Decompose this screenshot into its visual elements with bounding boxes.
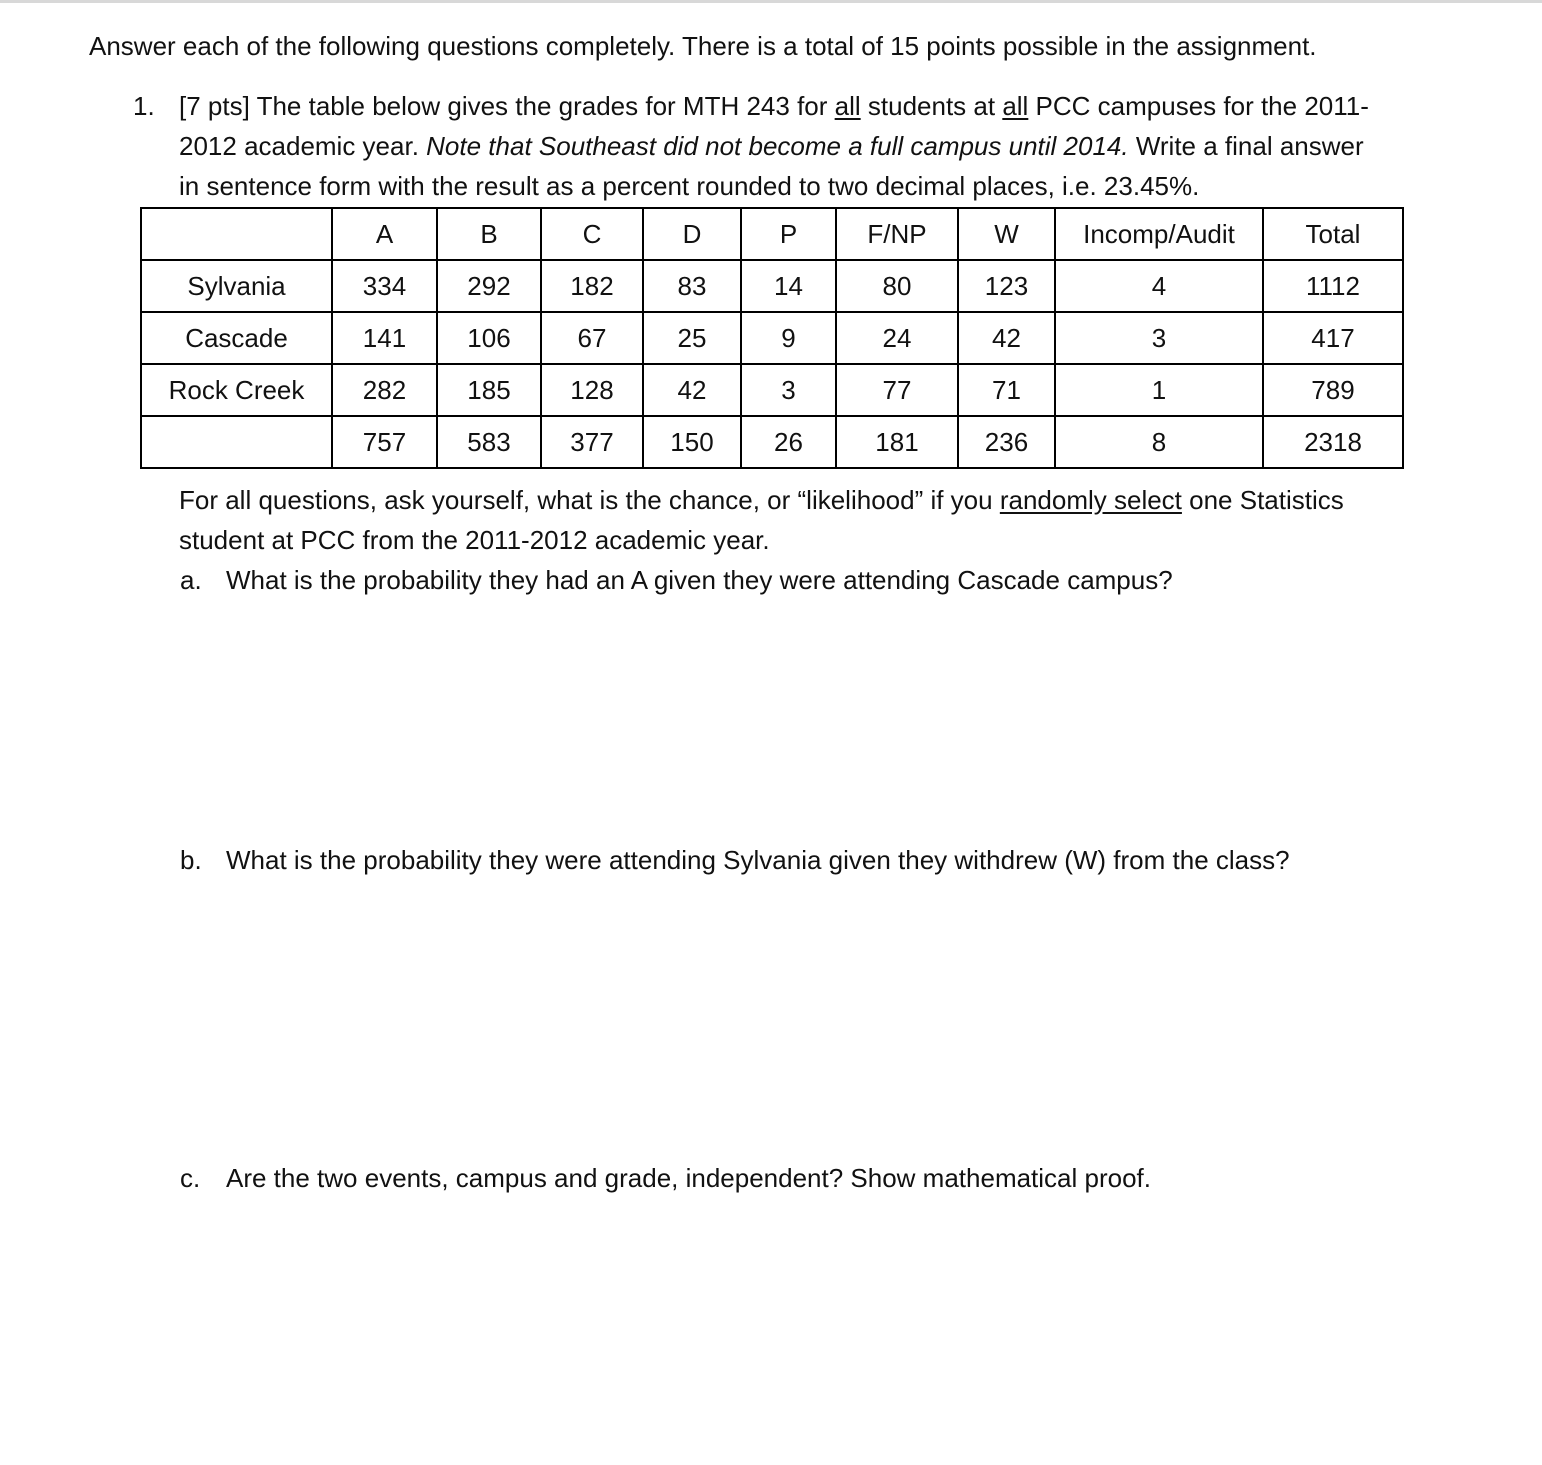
header-cell: W: [958, 208, 1055, 260]
table-cell: 1: [1055, 364, 1263, 416]
table-totals-row: [141, 416, 1403, 468]
q1-text-b: students at: [860, 91, 1003, 121]
table-cell: 71: [958, 364, 1055, 416]
question-1-line-2: [179, 130, 1364, 162]
table-cell: 4: [1055, 260, 1263, 312]
question-1-line-3: in sentence form with the result as a percent rounded to two decimal places, i.e. 23.45%.: [179, 171, 1200, 201]
part-c-question: Are the two events, campus and grade, independent? Show mathematical proof.: [226, 1163, 1152, 1193]
header-cell: C: [541, 208, 643, 260]
table-cell: 9: [741, 312, 836, 364]
row-label: Cascade: [141, 312, 332, 364]
header-cell: Incomp/Audit: [1055, 208, 1263, 260]
table-cell: 789: [1263, 364, 1403, 416]
header-cell: P: [741, 208, 836, 260]
instructions-line-2: student at PCC from the 2011-2012 academic year.: [179, 525, 770, 555]
table-cell: 150: [643, 416, 741, 468]
part-a-label: a.: [180, 565, 202, 595]
question-1-line-1: [179, 90, 1369, 122]
table-cell: 185: [437, 364, 541, 416]
q1-text-c: PCC campuses for the 2011-: [1028, 91, 1369, 121]
table-cell: 1112: [1263, 260, 1403, 312]
row-label: [141, 416, 332, 468]
table-cell: 182: [541, 260, 643, 312]
q1-line2-text-b: Write a final answer: [1128, 131, 1364, 161]
top-border: [0, 0, 1542, 3]
table-cell: 25: [643, 312, 741, 364]
part-a-question: What is the probability they had an A given they were attending Cascade campus?: [226, 565, 1173, 595]
table-cell: 42: [643, 364, 741, 416]
row-label: Sylvania: [141, 260, 332, 312]
instructions-line-1: [179, 484, 1344, 516]
part-b-label: b.: [180, 845, 202, 875]
table-cell: 583: [437, 416, 541, 468]
part-c-label: c.: [180, 1163, 201, 1193]
table-cell: 3: [741, 364, 836, 416]
table-cell: 3: [1055, 312, 1263, 364]
header-cell: [141, 208, 332, 260]
table-cell: 83: [643, 260, 741, 312]
part-b-question: What is the probability they were attending Sylvania given they withdrew (W) from the class?: [226, 845, 1290, 875]
grades-table: [140, 207, 1404, 469]
table-header-row: [141, 208, 1403, 260]
table-cell: 292: [437, 260, 541, 312]
table-cell: 757: [332, 416, 437, 468]
table-cell: 67: [541, 312, 643, 364]
table-cell: 417: [1263, 312, 1403, 364]
intro-text: Answer each of the following questions completely. There is a total of 15 points possible in the assignment.: [89, 31, 1317, 61]
table-cell: 123: [958, 260, 1055, 312]
table-cell: 26: [741, 416, 836, 468]
instructions-underline: randomly select: [999, 485, 1182, 515]
instructions-text-a: For all questions, ask yourself, what is the chance, or “likelihood” if you: [179, 485, 1000, 515]
instructions-text-b: one Statistics: [1181, 485, 1344, 515]
table-cell: 2318: [1263, 416, 1403, 468]
table-cell: 141: [332, 312, 437, 364]
table-cell: 77: [836, 364, 958, 416]
table-cell: 80: [836, 260, 958, 312]
table-row: [141, 260, 1403, 312]
table-cell: 14: [741, 260, 836, 312]
q1-italic-note: Note that Southeast did not become a full campus until 2014.: [426, 131, 1129, 161]
header-cell: A: [332, 208, 437, 260]
q1-underline-all-1: all: [834, 91, 861, 121]
table-cell: 24: [836, 312, 958, 364]
table-cell: 377: [541, 416, 643, 468]
table-cell: 128: [541, 364, 643, 416]
row-label: Rock Creek: [141, 364, 332, 416]
header-cell: B: [437, 208, 541, 260]
q1-underline-all-2: all: [1002, 91, 1029, 121]
table-cell: 8: [1055, 416, 1263, 468]
table-cell: 106: [437, 312, 541, 364]
table-cell: 42: [958, 312, 1055, 364]
header-cell: F/NP: [836, 208, 958, 260]
table-cell: 334: [332, 260, 437, 312]
table-cell: 181: [836, 416, 958, 468]
q1-line2-text-a: 2012 academic year.: [179, 131, 427, 161]
table-row: [141, 312, 1403, 364]
table-cell: 282: [332, 364, 437, 416]
question-number: 1.: [133, 91, 155, 121]
table-cell: 236: [958, 416, 1055, 468]
table-row: [141, 364, 1403, 416]
header-cell: D: [643, 208, 741, 260]
q1-text-a: [7 pts] The table below gives the grades for MTH 243 for: [179, 91, 835, 121]
header-cell: Total: [1263, 208, 1403, 260]
